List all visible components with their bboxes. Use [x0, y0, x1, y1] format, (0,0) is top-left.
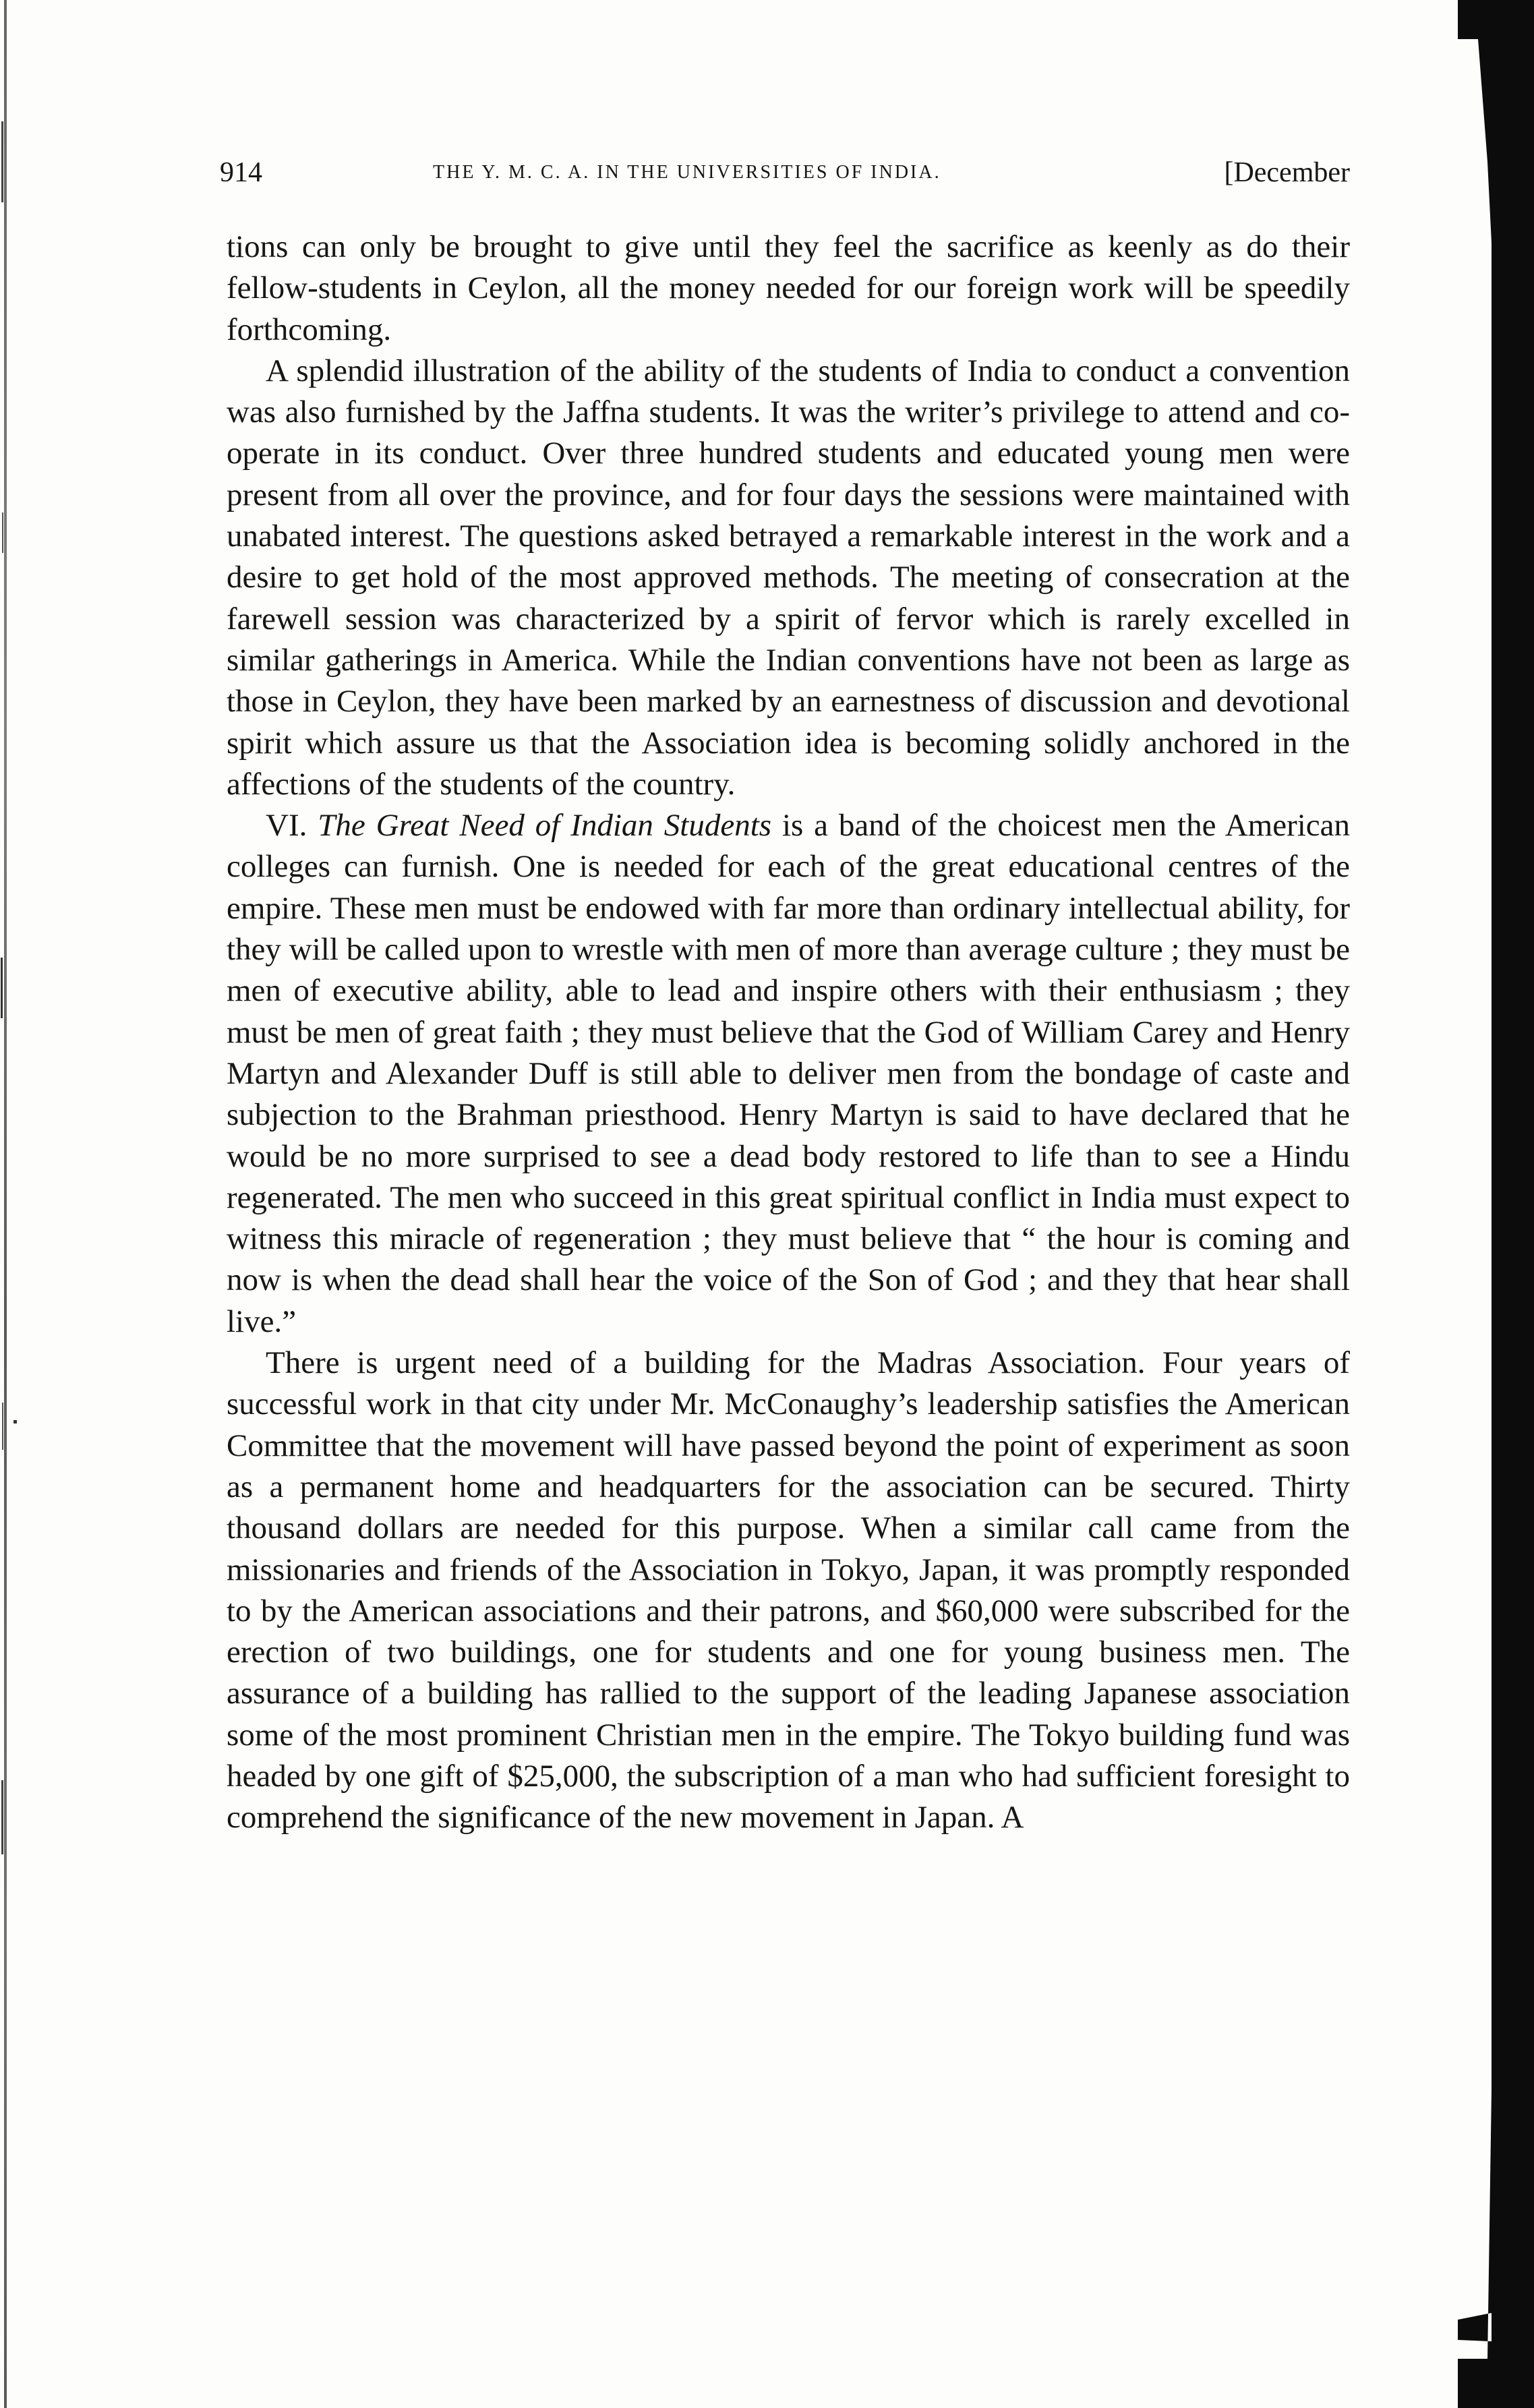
- paragraph-2: A splendid illustration of the ability of the students of India to conduct a convention was also furnished by the Jaffna students. It was the writer’s privilege to attend and co-operate in its conduct. Over three hundred students and educated young men were present from all over the province, and for four days the sessions were maintained with unabated interest. The questions asked betrayed a remarkable interest in the work and a desire to get hold of the most approved methods. The meeting of consecration at the farewell session was characterized by a spirit of fervor which is rarely excelled in similar gatherings in America. While the Indian conventions have not been as large as those in Ceylon, they have been marked by an earnestness of discussion and devotional spirit which assure us that the Association idea is becoming solidly anchored in the affections of the students of the country.: [227, 353, 1350, 802]
- book-binding-edge: [1458, 0, 1534, 2408]
- running-title: THE Y. M. C. A. IN THE UNIVERSITIES OF INDIA.: [433, 162, 941, 183]
- running-header: [220, 154, 1350, 194]
- section-heading-italic: The Great Need of Indian Students: [318, 808, 772, 844]
- paragraph-4: There is urgent need of a building for the Madras Association. Four years of successful work in that city under Mr. McConaughy’s leadership satisfies the American Committee that the movement will have passed beyond the point of experiment as soon as a permanent home and headquarters for the association can be secured. Thirty thousand dollars are needed for this purpose. When a similar call came from the missionaries and friends of the Association in Tokyo, Japan, it was promptly responded to by the American associations and their patrons, and $60,000 were subscribed for the erection of two buildings, one for students and one for young business men. The assurance of a building has rallied to the support of the leading Japanese association some of the most prominent Christian men in the empire. The Tokyo building fund was headed by one gift of $25,000, the subscription of a man who had sufficient foresight to comprehend the significance of the new movement in Japan. A: [227, 1345, 1350, 1836]
- left-margin-specks: [0, 0, 20, 2408]
- paragraph-3: [227, 805, 1350, 1343]
- paragraph-1: tions can only be brought to give until they feel the sacrifice as keenly as do their fellow-students in Ceylon, all the money needed for our foreign work will be speedily forthcoming.: [227, 229, 1350, 347]
- section-numeral: VI.: [266, 808, 307, 844]
- page-number: 914: [220, 157, 262, 188]
- paragraph-3-text: is a band of the choicest men the American colleges can furnish. One is needed for each of the great educational centres of the empire. These men must be endowed with far more than ordinary intellectual ability, for they will be called upon to wrestle with men of more than average culture ; they must be men of executive ability, able to lead and inspire others with their enthusiasm ; they must be men of great faith ; they must believe that the God of William Carey and Henry Martyn and Alexander Duff is still able to deliver men from the bondage of caste and subjection to the Brahman priesthood. Henry Martyn is said to have declared that he would be no more surprised to see a dead body restored to life than to see a Hindu regenerated. The men who succeed in this great spiritual conflict in India must expect to witness this miracle of regeneration ; they must believe that “ the hour is coming and now is when the dead shall hear the voice of the Son of God ; and they that hear shall live.”: [227, 808, 1351, 1339]
- issue-month: [December: [1224, 157, 1350, 188]
- article-body: [227, 227, 1350, 1839]
